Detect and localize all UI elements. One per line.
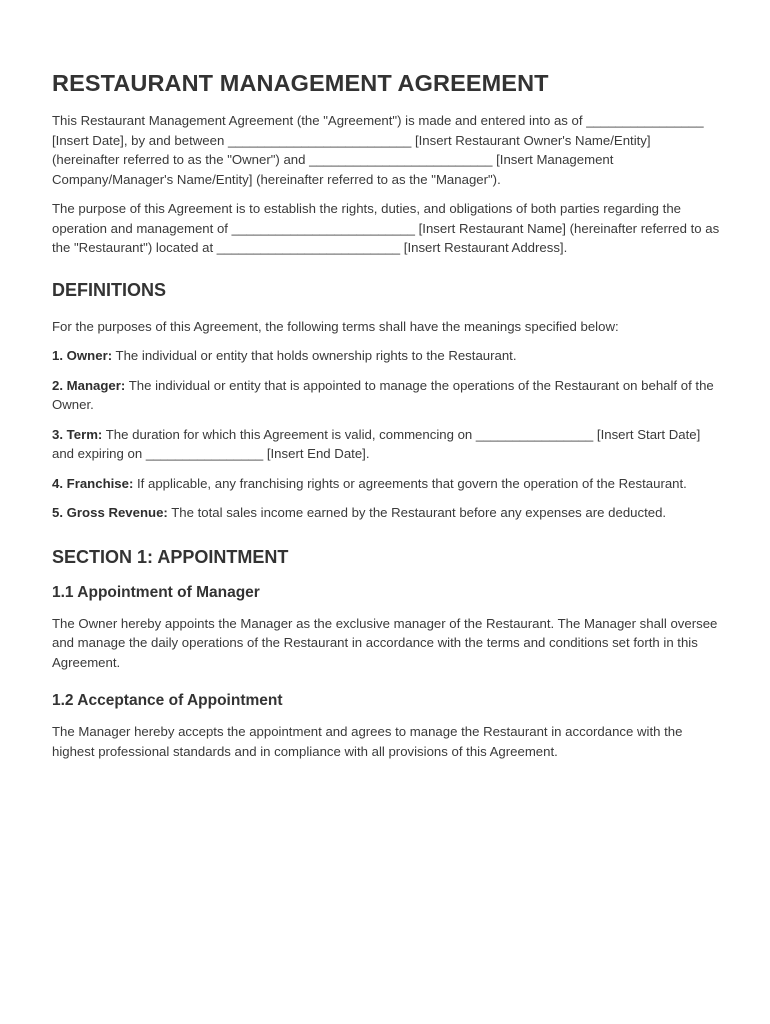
definition-text: The individual or entity that is appointed to manage the operations of the Restaurant on behalf of the Owner. bbox=[52, 377, 714, 412]
definition-item bbox=[52, 376, 720, 415]
intro-paragraph: The purpose of this Agreement is to establish the rights, duties, and obligations of both parties regarding the operation and management of _________________________ [Insert Restaurant Name] (hereinafter referred to as the "Restaurant") located at _________________________ [Insert Restaurant Address]. bbox=[52, 201, 720, 255]
intro-paragraph: This Restaurant Management Agreement (the "Agreement") is made and entered into as of ________________ [Insert Date], by and between _________________________ [Insert Restaurant Owner's Name/Entity] (hereinafter referred to as the "Owner") and _________________________ [Insert Management Company/Manager's Name/Entity] (hereinafter referred to as the "Manager"). bbox=[52, 113, 704, 187]
subsection-1-1-text: The Owner hereby appoints the Manager as the exclusive manager of the Restaurant. The Manager shall oversee and manage the daily operations of the Restaurant in accordance with the terms and conditions set forth in this Agreement. bbox=[52, 615, 718, 670]
subsection-1-1-heading: 1.1 Appointment of Manager bbox=[52, 583, 260, 601]
definition-item bbox=[52, 425, 720, 464]
subsection-1-2-heading: 1.2 Acceptance of Appointment bbox=[52, 692, 283, 709]
document-title: RESTAURANT MANAGEMENT AGREEMENT bbox=[52, 70, 549, 96]
subsection-1-2-text: The Manager hereby accepts the appointment and agrees to manage the Restaurant in accordance with the highest professional standards and in compliance with all provisions of this Agreement. bbox=[52, 724, 683, 759]
definition-item bbox=[52, 503, 720, 523]
definition-text: The individual or entity that holds ownership rights to the Restaurant. bbox=[112, 348, 517, 363]
definition-term: 1. Owner: bbox=[52, 348, 113, 363]
definition-text: The total sales income earned by the Restaurant before any expenses are deducted. bbox=[167, 505, 667, 520]
definition-term: 4. Franchise: bbox=[52, 475, 134, 491]
section-1-heading: SECTION 1: APPOINTMENT bbox=[52, 546, 289, 567]
definition-text: If applicable, any franchising rights or agreements that govern the operation of the Restaurant. bbox=[133, 475, 687, 491]
definition-item bbox=[52, 346, 720, 366]
definitions-lead: For the purposes of this Agreement, the following terms shall have the meanings specified below: bbox=[52, 318, 619, 334]
definition-term: 5. Gross Revenue: bbox=[52, 505, 168, 520]
definition-item bbox=[52, 474, 720, 494]
definitions-heading: DEFINITIONS bbox=[52, 279, 167, 300]
definition-term: 3. Term: bbox=[52, 426, 103, 442]
definition-text: The duration for which this Agreement is valid, commencing on ________________ [Insert Start Date] and expiring on ________________ [Insert End Date]. bbox=[52, 426, 701, 461]
definition-term: 2. Manager: bbox=[52, 377, 126, 393]
